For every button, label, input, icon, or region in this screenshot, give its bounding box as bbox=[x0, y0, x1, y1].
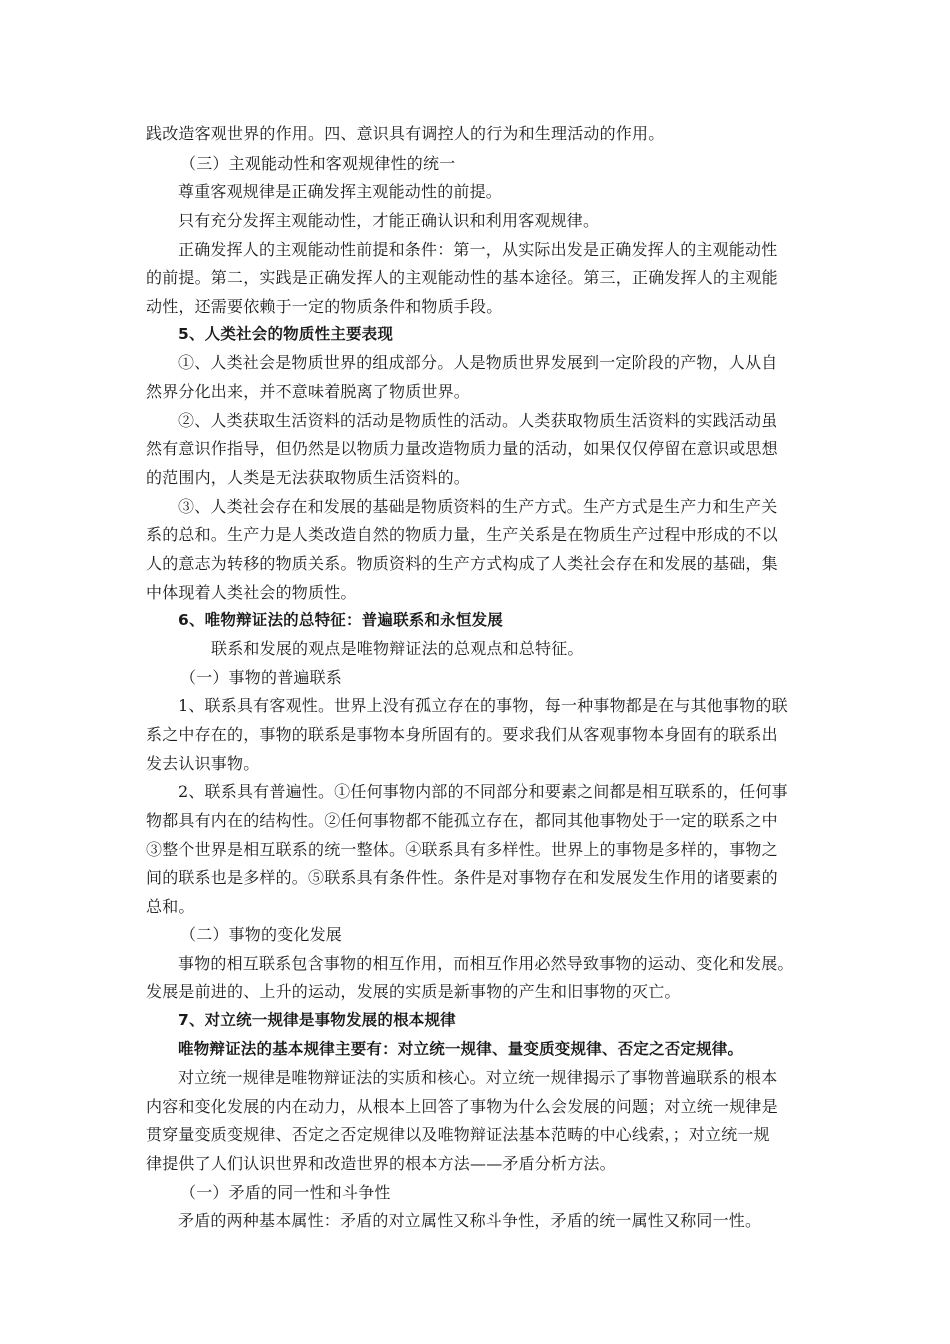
text-line: 事物的相互联系包含事物的相互作用，而相互作用必然导致事物的运动、变化和发展。 bbox=[178, 954, 794, 973]
text-line: 尊重客观规律是正确发挥主观能动性的前提。 bbox=[178, 182, 503, 201]
text-line: 系之中存在的，事物的联系是事物本身所固有的。要求我们从客观事物本身固有的联系出 bbox=[146, 725, 778, 744]
subheading: （二）事物的变化发展 bbox=[180, 925, 343, 944]
subheading: （一）事物的普遍联系 bbox=[180, 668, 343, 687]
text-line: 贯穿量变质变规律、否定之否定规律以及唯物辩证法基本范畴的中心线索，；对立统一规 bbox=[146, 1125, 770, 1144]
text-line: 间的联系也是多样的。⑤联系具有条件性。条件是对事物存在和发展发生作用的诸要素的 bbox=[146, 868, 778, 887]
text-line: 1、联系具有客观性。世界上没有孤立存在的事物，每一种事物都是在与其他事物的联 bbox=[178, 696, 788, 715]
text-line: 发展是前进的、上升的运动，发展的实质是新事物的产生和旧事物的灭亡。 bbox=[146, 982, 681, 1001]
text-line: ②、人类获取生活资料的活动是物质性的活动。人类获取物质生活资料的实践活动虽 bbox=[178, 411, 778, 430]
text-line: 的前提。第二，实践是正确发挥人的主观能动性的基本途径。第三，正确发挥人的主观能 bbox=[146, 268, 778, 287]
text-line: 对立统一规律是唯物辩证法的实质和核心。对立统一规律揭示了事物普遍联系的根本 bbox=[178, 1068, 778, 1087]
text-line: 内容和变化发展的内在动力，从根本上回答了事物为什么会发展的问题；对立统一规律是 bbox=[146, 1097, 778, 1116]
text-line: 只有充分发挥主观能动性，才能正确认识和利用客观规律。 bbox=[178, 211, 600, 230]
text-line: 践改造客观世界的作用。四、意识具有调控人的行为和生理活动的作用。 bbox=[146, 124, 665, 143]
section-heading: 6、唯物辩证法的总特征：普遍联系和永恒发展 bbox=[178, 611, 503, 629]
text-line: 系的总和。生产力是人类改造自然的物质力量，生产关系是在物质生产过程中形成的不以 bbox=[146, 525, 778, 544]
text-line: 然界分化出来，并不意味着脱离了物质世界。 bbox=[146, 382, 471, 401]
text-line: 发去认识事物。 bbox=[146, 754, 260, 773]
text-line: 联系和发展的观点是唯物辩证法的总观点和总特征。 bbox=[211, 639, 584, 658]
section-heading: 7、对立统一规律是事物发展的根本规律 bbox=[178, 1011, 456, 1029]
subheading: （一）矛盾的同一性和斗争性 bbox=[180, 1183, 391, 1202]
text-line: 律提供了人们认识世界和改造世界的根本方法——矛盾分析方法。 bbox=[146, 1154, 616, 1173]
text-line: ①、人类社会是物质世界的组成部分。人是物质世界发展到一定阶段的产物，人从自 bbox=[178, 353, 778, 372]
text-line: 然有意识作指导，但仍然是以物质力量改造物质力量的活动，如果仅仅停留在意识或思想 bbox=[146, 439, 778, 458]
text-line: 中体现着人类社会的物质性。 bbox=[146, 583, 357, 602]
text-line: 人的意志为转移的物质关系。物质资料的生产方式构成了人类社会存在和发展的基础，集 bbox=[146, 554, 778, 573]
section-heading: 5、人类社会的物质性主要表现 bbox=[178, 325, 394, 343]
text-line: ③、人类社会存在和发展的基础是物质资料的生产方式。生产方式是生产力和生产关 bbox=[178, 497, 778, 516]
text-line: 物都具有内在的结构性。②任何事物都不能孤立存在，都同其他事物处于一定的联系之中 bbox=[146, 811, 778, 830]
text-line: 的范围内，人类是无法获取物质生活资料的。 bbox=[146, 468, 471, 487]
text-line: 矛盾的两种基本属性：矛盾的对立属性又称斗争性，矛盾的统一属性又称同一性。 bbox=[178, 1211, 762, 1230]
bold-statement: 唯物辩证法的基本规律主要有：对立统一规律、量变质变规律、否定之否定规律。 bbox=[178, 1040, 744, 1058]
text-line: 正确发挥人的主观能动性前提和条件：第一，从实际出发是正确发挥人的主观能动性 bbox=[178, 240, 778, 259]
text-line: 总和。 bbox=[146, 897, 195, 916]
text-line: 动性，还需要依赖于一定的物质条件和物质手段。 bbox=[146, 297, 503, 316]
subheading: （三）主观能动性和客观规律性的统一 bbox=[180, 154, 456, 173]
text-line: 2、联系具有普遍性。①任何事物内部的不同部分和要素之间都是相互联系的，任何事 bbox=[178, 782, 788, 801]
text-line: ③整个世界是相互联系的统一整体。④联系具有多样性。世界上的事物是多样的，事物之 bbox=[146, 840, 778, 859]
